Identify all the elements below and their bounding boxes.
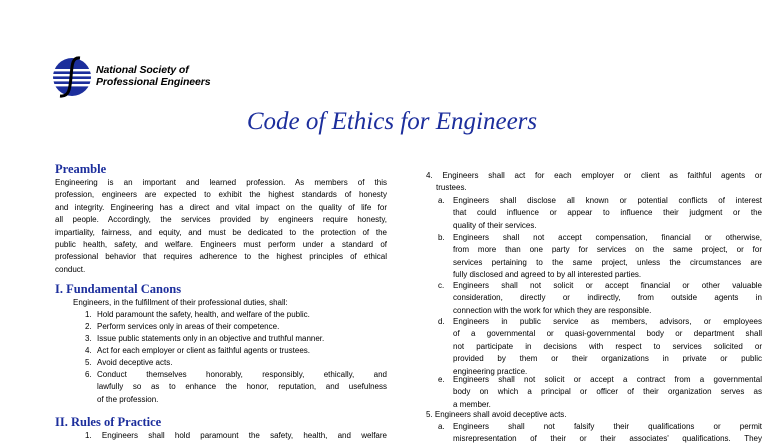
canon-number: 6. <box>85 370 92 379</box>
rule-line: 4. Engineers shall act for each employer or client as faithful agents or <box>426 171 762 180</box>
sub-line: engineering practice. <box>453 366 528 376</box>
canon-number: 3. <box>85 334 92 343</box>
canon-number: 1. <box>85 310 92 319</box>
sub-line: services pertaining to the same project, unless the circumstances are <box>453 257 762 267</box>
preamble-line: and integrity. Engineering has a direct and vital impact on the quality of life for <box>55 202 387 212</box>
sub-line: Engineers shall not accept compensation, financial or otherwise, <box>453 233 762 242</box>
sub-letter: a. <box>438 422 445 431</box>
sub-line: consideration, directly or indirectly, from outside agents in <box>453 293 762 303</box>
practice-line: 1. Engineers shall hold paramount the safety, health, and welfare <box>85 431 387 440</box>
canon-number: 5. <box>85 358 92 367</box>
sub-line: connection with the work for which they are responsible. <box>453 305 652 315</box>
preamble-line: all people. Accordingly, the services provided by engineers require honesty, <box>55 215 387 225</box>
canon-text: Hold paramount the safety, health, and welfare of the public. <box>97 310 310 319</box>
rule-item-4 <box>426 170 762 195</box>
sub-text <box>453 280 762 317</box>
sub-letter: b. <box>438 233 445 242</box>
preamble-text <box>55 177 387 276</box>
nspe-seal-icon <box>50 55 96 99</box>
sub-line: Engineers shall not solicit or accept a contract from a governmental <box>453 375 762 384</box>
sub-line: provided by them or their organizations in private or public <box>453 354 762 364</box>
sub-line: a member. <box>453 399 491 409</box>
preamble-line: professional behavior that requires adherence to the highest principles of ethical <box>55 252 387 262</box>
canon-text: Avoid deceptive acts. <box>97 358 173 367</box>
canon-text <box>97 369 387 406</box>
sub-letter: a. <box>438 196 445 205</box>
sub-letter: e. <box>438 375 445 384</box>
sub-text <box>453 195 762 232</box>
preamble-line: Engineering is an important and learned profession. As members of this <box>55 178 387 187</box>
rule-line: trustees. <box>436 183 467 193</box>
nspe-logo <box>50 55 270 100</box>
sub-line: from more than one party for services on the same project, or for <box>453 245 762 255</box>
sub-text <box>453 374 762 411</box>
canon-text-line: lawfully so as to enhance the honor, reputation, and usefulness <box>97 382 387 392</box>
practice-heading: II. Rules of Practice <box>55 415 162 429</box>
sub-line: that could influence or appear to influence their judgment or the <box>453 208 762 218</box>
sub-text <box>453 232 762 282</box>
sub-line: Engineers shall disclose all known or potential conflicts of interest <box>453 196 762 205</box>
canons-intro: Engineers, in the fulfillment of their professional duties, shall: <box>73 298 288 307</box>
sub-line: misrepresentation of their or their associates' qualifications. They <box>453 434 762 444</box>
preamble-line: profession, engineers are expected to exhibit the highest standards of honesty <box>55 190 387 200</box>
canon-text-line: of the profession. <box>97 394 159 404</box>
org-name-line1: National Society of <box>96 64 189 76</box>
rule-item-5: 5. Engineers shall avoid deceptive acts. <box>426 410 567 419</box>
sub-line: of a governmental or quasi-governmental body or department shall <box>453 329 762 339</box>
sub-line: quality of their services. <box>453 220 537 230</box>
preamble-line: public health, safety, and welfare. Engineers must perform under a standard of <box>55 240 387 250</box>
preamble-line: impartiality, fairness, and equity, and must be dedicated to the protection of the <box>55 227 387 237</box>
sub-line: body on which a principal or officer of their organization serves as <box>453 387 762 397</box>
preamble-line: conduct. <box>55 264 86 274</box>
org-name <box>96 64 211 88</box>
sub-line: fully disclosed and agreed to by all interested parties. <box>453 270 642 280</box>
canon-text: Issue public statements only in an objective and truthful manner. <box>97 334 325 343</box>
canon-number: 4. <box>85 346 92 355</box>
sub-line: Engineers shall not solicit or accept financial or other valuable <box>453 281 762 290</box>
canon-text: Perform services only in areas of their competence. <box>97 322 280 331</box>
sub-text <box>453 421 762 446</box>
sub-line: not participate in decisions with respect to services solicited or <box>453 341 762 351</box>
page-title: Code of Ethics for Engineers <box>246 108 538 135</box>
canon-text-line: Conduct themselves honorably, responsibly, ethically, and <box>97 370 387 379</box>
sub-line: Engineers in public service as members, advisors, or employees <box>453 317 762 326</box>
preamble-heading: Preamble <box>55 162 107 176</box>
canon-text: Act for each employer or client as faithful agents or trustees. <box>97 346 310 355</box>
org-name-line2: Professional Engineers <box>96 76 211 88</box>
canons-heading: I. Fundamental Canons <box>55 282 182 296</box>
canon-number: 2. <box>85 322 92 331</box>
sub-line: Engineers shall not falsify their qualifications or permit <box>453 422 762 431</box>
sub-letter: d. <box>438 317 445 326</box>
sub-letter: c. <box>438 281 445 290</box>
sub-text <box>453 316 762 378</box>
